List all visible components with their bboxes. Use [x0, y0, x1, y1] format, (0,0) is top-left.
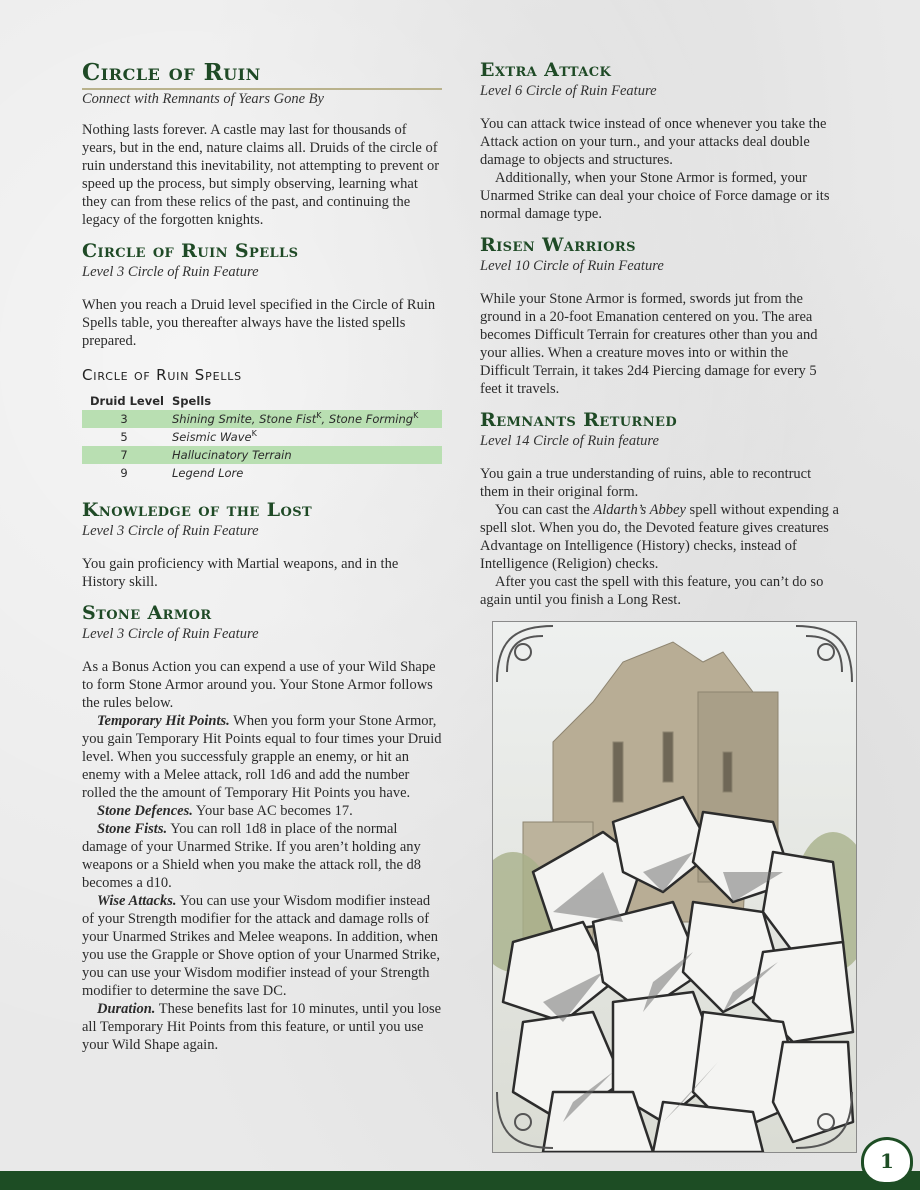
temp-hp-label: Temporary Hit Points. [97, 713, 230, 729]
extra-attack-p2: Additionally, when your Stone Armor is formed, your Unarmed Strike can deal your choice of Force damage or its normal damage type. [480, 170, 830, 222]
armor-level: Level 3 Circle of Ruin Feature [82, 626, 259, 642]
spells-text: When you reach a Druid level specified in the Circle of Ruin Spells table, you thereafter always have the listed spells prepared. [82, 297, 436, 349]
remnants-p2: You can cast the Aldarth’s Abbey spell without expending a spell slot. When you do, the Devoted feature gives creatures Advantage on Intelligence (History) checks, instead of Intelligence (Religion) checks. [480, 502, 839, 572]
armor-intro: As a Bonus Action you can expend a use of your Wild Shape to form Stone Armor around you. Your Stone Armor follows the rules below. [82, 659, 436, 711]
knowledge-section [82, 498, 442, 591]
spells-table [82, 392, 442, 482]
defences-paragraph: Stone Defences. Your base AC becomes 17. [97, 803, 353, 819]
remnants-p1: You gain a true understanding of ruins, able to recontruct them in their original form. [480, 466, 812, 500]
intro-paragraph: Nothing lasts forever. A castle may last for thousands of years, but in the end, nature claims all. Druids of the circle of ruin understand this inevitability, not attempting to prevent or speed up the process, but simply observing, learning what they can from these relics of the past, and continuing the legacy of the forgotten knights. [82, 122, 440, 228]
footer-bar [0, 1171, 920, 1190]
remnants-section [480, 408, 840, 609]
extra-attack-heading: Extra Attack [480, 59, 612, 81]
page-title: Circle of Ruin [82, 58, 442, 90]
page-number: 1 [880, 1149, 894, 1173]
fists-paragraph: Stone Fists. You can roll 1d8 in place of the normal damage of your Unarmed Strike. If you aren’t holding any weapons or a Shield when you make the attack roll, the d8 becomes a d10. [82, 821, 422, 891]
defences-label: Stone Defences. [97, 803, 193, 819]
table-header-row [82, 392, 442, 410]
row-level: 3 [82, 410, 166, 428]
table-row [82, 428, 442, 446]
extra-attack-p1: You can attack twice instead of once whenever you take the Attack action on your turn., and your attacks deal double damage to objects and structures. [480, 116, 827, 168]
spells-level: Level 3 Circle of Ruin Feature [82, 264, 259, 280]
knowledge-heading: Knowledge of the Lost [82, 499, 313, 521]
row-spells: Shining Smite, Stone Fist$^K$, Stone Forming$^K$ [166, 410, 442, 428]
row-level: 5 [120, 429, 128, 444]
remnants-heading: Remnants Returned [480, 409, 677, 431]
duration-label: Duration. [97, 1001, 156, 1017]
page-number-badge [861, 1137, 913, 1185]
risen-level: Level 10 Circle of Ruin Feature [480, 258, 664, 274]
risen-section [480, 233, 840, 398]
row-level: 9 [120, 465, 128, 480]
remnants-level: Level 14 Circle of Ruin feature [480, 433, 659, 449]
knowledge-level: Level 3 Circle of Ruin Feature [82, 523, 259, 539]
fists-label: Stone Fists. [97, 821, 168, 837]
ruins-illustration [492, 621, 857, 1153]
row-spells: Legend Lore [172, 465, 244, 480]
left-column [82, 58, 442, 1054]
table-row [82, 464, 442, 482]
header-spells: Spells [172, 394, 212, 408]
row-level: 7 [82, 446, 166, 464]
table-row [82, 446, 442, 464]
wise-label: Wise Attacks. [97, 893, 177, 909]
spell-name: Aldarth’s Abbey [593, 502, 686, 518]
row-spells: Hallucinatory Terrain [166, 446, 442, 464]
risen-heading: Risen Warriors [480, 234, 636, 256]
row-spells: Seismic Wave$^K$ [172, 429, 257, 444]
ruins-artwork [493, 622, 856, 1152]
spells-section [82, 239, 442, 482]
extra-attack-level: Level 6 Circle of Ruin Feature [480, 83, 657, 99]
right-column [480, 58, 840, 609]
table-row [82, 410, 442, 428]
spells-heading: Circle of Ruin Spells [82, 240, 299, 262]
duration-paragraph: Duration. These benefits last for 10 minutes, until you lose all Temporary Hit Points from this feature, or until you use your Wild Shape again. [82, 1001, 442, 1053]
armor-section [82, 601, 442, 1054]
armor-heading: Stone Armor [82, 602, 212, 624]
page-subtitle: Connect with Remnants of Years Gone By [82, 91, 324, 107]
knowledge-text: You gain proficiency with Martial weapons, and in the History skill. [82, 556, 399, 590]
spells-table-title: Circle of Ruin Spells [82, 366, 242, 384]
remnants-p3: After you cast the spell with this feature, you can’t do so again until you finish a Long Rest. [480, 574, 824, 608]
wise-paragraph: Wise Attacks. You can use your Wisdom modifier instead of your Strength modifier for the attack and damage rolls of your Unarmed Strikes and Melee weapons. In addition, when you use the Grapple or Shove option of your Unarmed Strike, you can use your Wisdom modifier instead of your Strength modifier to determine the save DC. [82, 893, 440, 999]
header-druid-level: Druid Level [90, 394, 164, 408]
risen-text: While your Stone Armor is formed, swords jut from the ground in a 20-foot Emanation centered on you. The area becomes Difficult Terrain for creatures other than you and your allies. When a creature moves into or within the Difficult Terrain, it takes 2d4 Piercing damage for every 5 feet it travels. [480, 291, 818, 397]
temp-hp-paragraph: Temporary Hit Points. When you form your Stone Armor, you gain Temporary Hit Points equal to four times your Druid level. When you successfuly grapple an enemy, or hit an enemy with a Melee attack, roll 1d6 and add the number rolled the the amount of Temporary Hit Points you have. [82, 713, 442, 801]
